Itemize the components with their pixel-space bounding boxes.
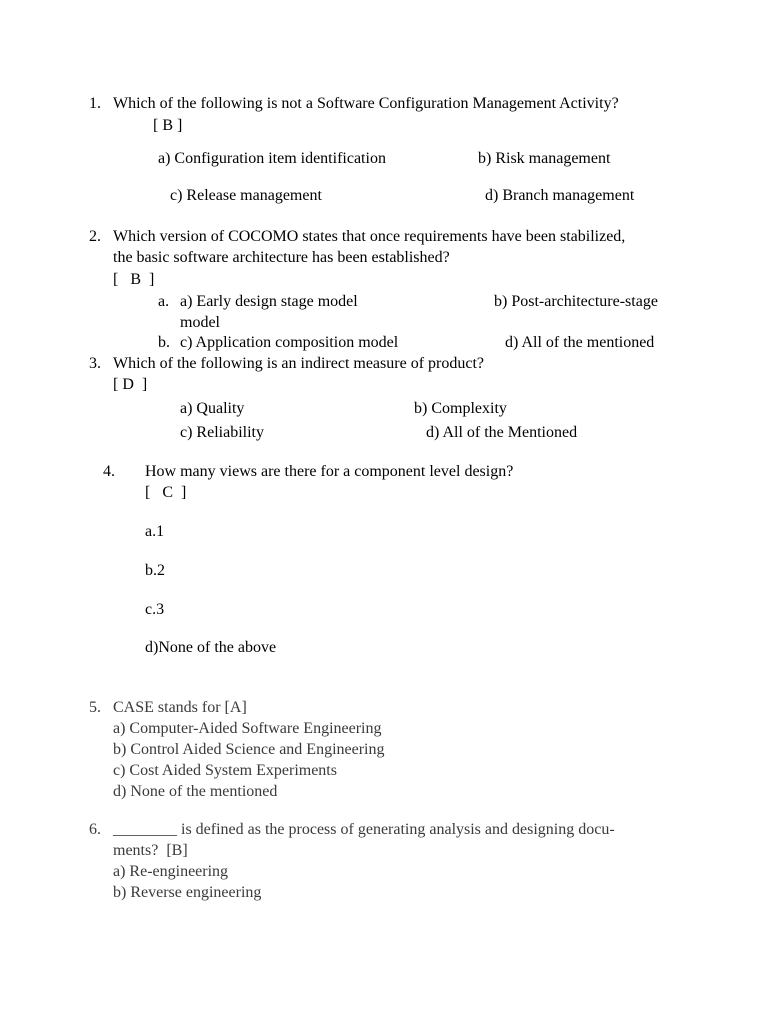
question-3-option-a: a) Quality	[180, 400, 245, 417]
question-3-option-d: d) All of the Mentioned	[426, 424, 578, 441]
question-2-option-a: a) Early design stage model	[180, 293, 358, 310]
question-3-option-b: b) Complexity	[414, 400, 507, 417]
question-2-sub-a-marker: a.	[158, 293, 170, 310]
question-1-answer: [ B ]	[153, 117, 183, 134]
question-3-text: Which of the following is an indirect measure of product?	[113, 355, 484, 372]
question-4-option-d: d)None of the above	[145, 639, 277, 656]
question-1-option-a: a) Configuration item identification	[158, 150, 386, 167]
question-2-text-line2: the basic software architecture has been established?	[113, 249, 450, 266]
question-6-number: 6.	[89, 821, 101, 838]
question-6-text-line1: ________ is defined as the process of generating analysis and designing docu-	[113, 821, 615, 838]
question-5-number: 5.	[89, 699, 101, 716]
question-2-option-b: b) Post-architecture-stage	[494, 293, 658, 310]
question-1-text: Which of the following is not a Software Configuration Management Activity?	[113, 95, 619, 112]
question-5-option-c: c) Cost Aided System Experiments	[113, 762, 337, 779]
question-1-option-b: b) Risk management	[478, 150, 611, 167]
question-1-option-c: c) Release management	[170, 187, 322, 204]
question-3-option-c: c) Reliability	[180, 424, 264, 441]
question-3-answer: [ D ]	[113, 376, 148, 393]
question-1-option-d: d) Branch management	[485, 187, 635, 204]
question-4-answer: [ C ]	[145, 484, 187, 501]
question-2-sub-b-marker: b.	[158, 334, 170, 351]
question-4-option-a: a.1	[145, 523, 165, 540]
question-5-option-a: a) Computer-Aided Software Engineering	[113, 720, 382, 737]
question-2-option-d: d) All of the mentioned	[505, 334, 655, 351]
question-6-option-b: b) Reverse engineering	[113, 884, 262, 901]
question-5-option-d: d) None of the mentioned	[113, 783, 278, 800]
question-4-text: How many views are there for a component level design?	[145, 463, 514, 480]
question-2-option-c: c) Application composition model	[180, 334, 399, 351]
question-6-option-a: a) Re-engineering	[113, 863, 229, 880]
question-5-option-b: b) Control Aided Science and Engineering	[113, 741, 385, 758]
question-2-option-b-continued: model	[180, 314, 220, 331]
question-4-number: 4.	[103, 463, 115, 480]
question-1-number: 1.	[89, 95, 101, 112]
question-4-option-c: c.3	[145, 601, 165, 618]
question-2-text-line1: Which version of COCOMO states that once requirements have been stabilized,	[113, 228, 626, 245]
question-6-text-line2: ments? [B]	[113, 842, 188, 859]
question-2-answer: [ B ]	[113, 271, 155, 288]
question-2-number: 2.	[89, 228, 101, 245]
question-3-number: 3.	[89, 355, 101, 372]
question-4-option-b: b.2	[145, 562, 165, 579]
question-5-text: CASE stands for [A]	[113, 699, 247, 716]
